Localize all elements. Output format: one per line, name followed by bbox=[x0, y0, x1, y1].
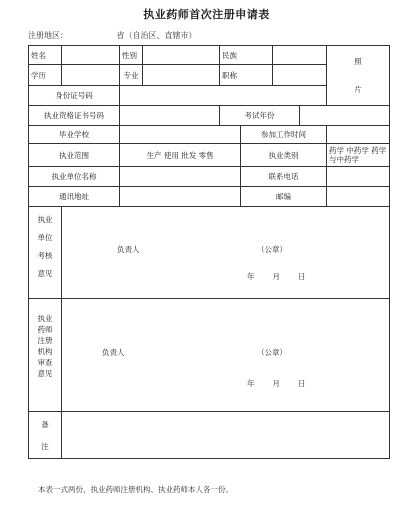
unit-responsible-person: 负责人 bbox=[117, 245, 140, 254]
phone-label: 联系电话 bbox=[241, 167, 327, 187]
cert-number-label: 执业资格证书号码 bbox=[29, 106, 120, 126]
professional-title-field[interactable] bbox=[273, 65, 327, 86]
phone-field[interactable] bbox=[327, 167, 390, 187]
category-options-line2: 与中药学 bbox=[329, 155, 360, 164]
exam-year-field[interactable] bbox=[300, 106, 390, 126]
photo-label-2: 片 bbox=[354, 84, 362, 94]
remarks-field[interactable] bbox=[62, 412, 390, 459]
region-province: 省（自治区、直辖市） bbox=[116, 31, 197, 40]
major-label: 专业 bbox=[120, 65, 143, 86]
major-field[interactable] bbox=[143, 65, 220, 86]
education-field[interactable] bbox=[62, 65, 120, 86]
address-field[interactable] bbox=[120, 187, 241, 207]
unit-name-field[interactable] bbox=[120, 167, 241, 187]
gender-label: 性别 bbox=[120, 46, 143, 65]
school-field[interactable] bbox=[120, 126, 241, 144]
address-label: 通讯地址 bbox=[29, 187, 120, 207]
registry-review-field[interactable] bbox=[62, 299, 390, 412]
work-start-field[interactable] bbox=[327, 126, 390, 144]
registry-review-label: 执业 药师 注册 机构 审查 意见 bbox=[29, 299, 62, 412]
registration-region bbox=[28, 30, 197, 41]
id-number-field[interactable] bbox=[120, 86, 327, 106]
postcode-field[interactable] bbox=[327, 187, 390, 207]
ethnicity-field[interactable] bbox=[273, 46, 327, 65]
school-label: 毕业学校 bbox=[29, 126, 120, 144]
cert-number-field[interactable] bbox=[120, 106, 220, 126]
unit-opinion-label: 执业 单位 考核 意见 bbox=[29, 207, 62, 299]
gender-field[interactable] bbox=[143, 46, 220, 65]
registry-official-seal: （公章） bbox=[257, 348, 287, 357]
remarks-label: 备 注 bbox=[29, 412, 62, 459]
name-field[interactable] bbox=[62, 46, 120, 65]
region-label: 注册地区： bbox=[28, 31, 68, 40]
form-footer-note: 本表一式两份，执业药师注册机构、执业药师本人各一份。 bbox=[38, 485, 233, 494]
name-label: 姓名 bbox=[29, 46, 62, 65]
photo-box[interactable] bbox=[327, 46, 390, 106]
scope-label: 执业范围 bbox=[29, 144, 120, 167]
unit-opinion-field[interactable] bbox=[62, 207, 390, 299]
form-title: 执业药师首次注册申请表 bbox=[143, 8, 270, 21]
id-number-label: 身份证号码 bbox=[29, 86, 120, 106]
unit-official-seal: （公章） bbox=[257, 245, 287, 254]
education-label: 学历 bbox=[29, 65, 62, 86]
category-options-line1: 药学 中药学 药学 bbox=[329, 146, 387, 155]
registry-responsible-person: 负责人 bbox=[102, 348, 125, 357]
scope-options[interactable]: 生产 使用 批发 零售 bbox=[120, 144, 241, 167]
postcode-label: 邮编 bbox=[241, 187, 327, 207]
photo-label-1: 照 bbox=[354, 56, 362, 66]
unit-opinion-date: 年 月 日 bbox=[247, 272, 306, 281]
unit-name-label: 执业单位名称 bbox=[29, 167, 120, 187]
ethnicity-label: 民族 bbox=[220, 46, 273, 65]
category-options[interactable] bbox=[327, 144, 390, 167]
work-start-label: 参加工作时间 bbox=[241, 126, 327, 144]
application-form-table bbox=[28, 45, 390, 459]
professional-title-label: 职称 bbox=[220, 65, 273, 86]
category-label: 执业类别 bbox=[241, 144, 327, 167]
registry-review-date: 年 月 日 bbox=[247, 379, 306, 388]
exam-year-label: 考试年份 bbox=[220, 106, 300, 126]
